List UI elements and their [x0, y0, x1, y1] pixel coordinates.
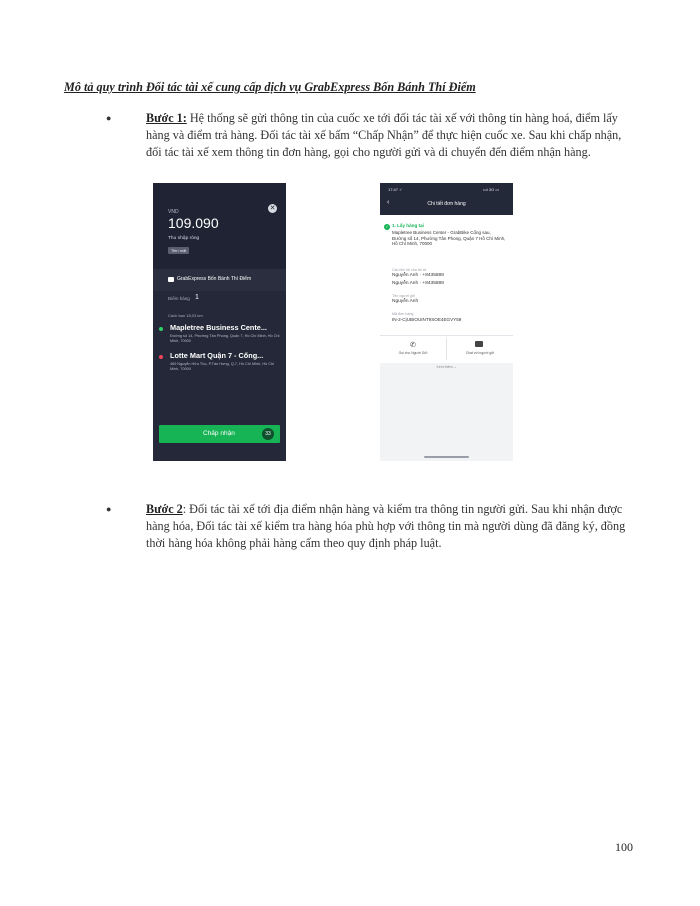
income-label: Thu nhập ròng [168, 236, 200, 241]
fare-amount: 109.090 [168, 215, 219, 231]
dropoff-dot-icon [159, 355, 163, 359]
details-title: Chi tiết đơn hàng [427, 201, 466, 207]
page-number: 100 [615, 840, 633, 854]
order-code-label: Mã đơn hàng [392, 312, 414, 316]
actions-vertical-divider [446, 338, 447, 360]
service-name: GrabExpress Bốn Bánh Thí Điểm [177, 276, 252, 282]
phone-icon[interactable]: ✆ [410, 342, 416, 349]
chat-icon[interactable] [475, 341, 483, 347]
pickup-stop-name: Mapletree Business Cente... [170, 323, 267, 332]
step-2-paragraph [146, 501, 636, 552]
sender-name: Nguyễn Anh [392, 299, 419, 304]
status-bar-icons: ••ıl 3G ▭ [483, 187, 500, 192]
back-arrow-icon[interactable]: ‹ [387, 199, 390, 206]
countdown-timer: 33 [262, 428, 274, 440]
order-offer-screenshot [153, 183, 286, 461]
pickup-count: 1 [195, 294, 199, 301]
bullet-1: ● [106, 113, 112, 123]
earnings-panel [153, 183, 286, 269]
pickup-section-title: 1. Lấy hàng tại [392, 223, 424, 228]
distance-label: Cách bạn 18,03 km [168, 313, 203, 318]
home-indicator [424, 456, 469, 458]
service-row [153, 269, 286, 291]
step-2-label: Bước 2 [146, 502, 183, 516]
dropoff-stop-address: 469 Nguyễn Hữu Thọ, P.Tân Hưng, Q.7, Hồ Chí Minh, Hồ Chí Minh, 70000 [170, 362, 275, 371]
accept-button-label: Chấp nhận [203, 430, 235, 437]
contacts-label: Các liên hệ của tài xế [392, 268, 427, 272]
chat-sender-button[interactable]: Chat với người gửi [465, 351, 495, 355]
dropoff-stop-name: Lotte Mart Quận 7 - Cống... [170, 351, 264, 360]
payment-badge: Tiền mặt [168, 247, 189, 254]
contact-phone-2: Nguyễn Anh · +8435888 [392, 281, 444, 286]
step-1-label: Bước 1: [146, 111, 187, 125]
details-header [380, 183, 513, 215]
bullet-2: ● [106, 504, 112, 514]
order-code: IN-2-C|UBIOUINT9SOE4EGVY59 [392, 317, 462, 322]
step-1-text: Hệ thống sẽ gửi thông tin của cuốc xe tới đối tác tài xế với thông tin hàng hoá, điểm lấy hàng và điểm trả hàng. Đối tác tài xế bấm “Chấp Nhận” để thực hiện cuốc xe. Sau khi chấp nhận, đối tác tài xế xem thông tin đơn hàng, gọi cho người gửi và di chuyển đến điểm nhận hàng. [146, 111, 622, 159]
pickup-stop-address: Đường số 14, Phường Tân Phong, Quận 7, Hồ Chí Minh, Hồ Chí Minh, 70000 [170, 334, 280, 343]
check-circle-icon: ✓ [385, 224, 389, 229]
currency-label: VND [168, 209, 179, 215]
page-heading: Mô tả quy trình Đối tác tài xế cung cấp dịch vụ GrabExpress Bốn Bánh Thí Điểm [64, 80, 476, 94]
pickup-dot-icon [159, 327, 163, 331]
close-icon[interactable]: ✕ [269, 205, 276, 212]
see-more-link[interactable]: Xem thêm ⌄ [436, 365, 457, 369]
contact-phone-1: Nguyễn Anh · +8435888 [392, 273, 444, 278]
accept-button[interactable] [159, 425, 280, 443]
step-2-text: : Đối tác tài xế tới địa điểm nhận hàng và kiểm tra thông tin người gửi. Sau khi nhận được hàng hóa, Đối tác tài xế kiểm tra hàng hóa phù hợp với thông tin mà người dùng đã đăng ký, đồng thời hàng hóa không phải hàng cấm theo quy định pháp luật. [146, 502, 626, 550]
package-icon [168, 277, 174, 282]
call-sender-button[interactable]: Gọi cho Người Gửi [398, 351, 428, 355]
order-details-screenshot [380, 183, 513, 461]
sender-name-label: Tên người gửi [392, 294, 415, 298]
step-1-paragraph [146, 110, 636, 161]
status-bar-time: 17:47 ✓ [388, 187, 403, 192]
pickup-address: Mapletree Business Center - GrabBike Cổng sau, Đường số 14, Phường Tân Phong, Quận 7 Hồ Chí Minh, Hồ Chí Minh, 70000 [392, 230, 506, 247]
pickup-count-label: Điểm hàng [168, 296, 190, 301]
actions-divider [380, 335, 513, 336]
